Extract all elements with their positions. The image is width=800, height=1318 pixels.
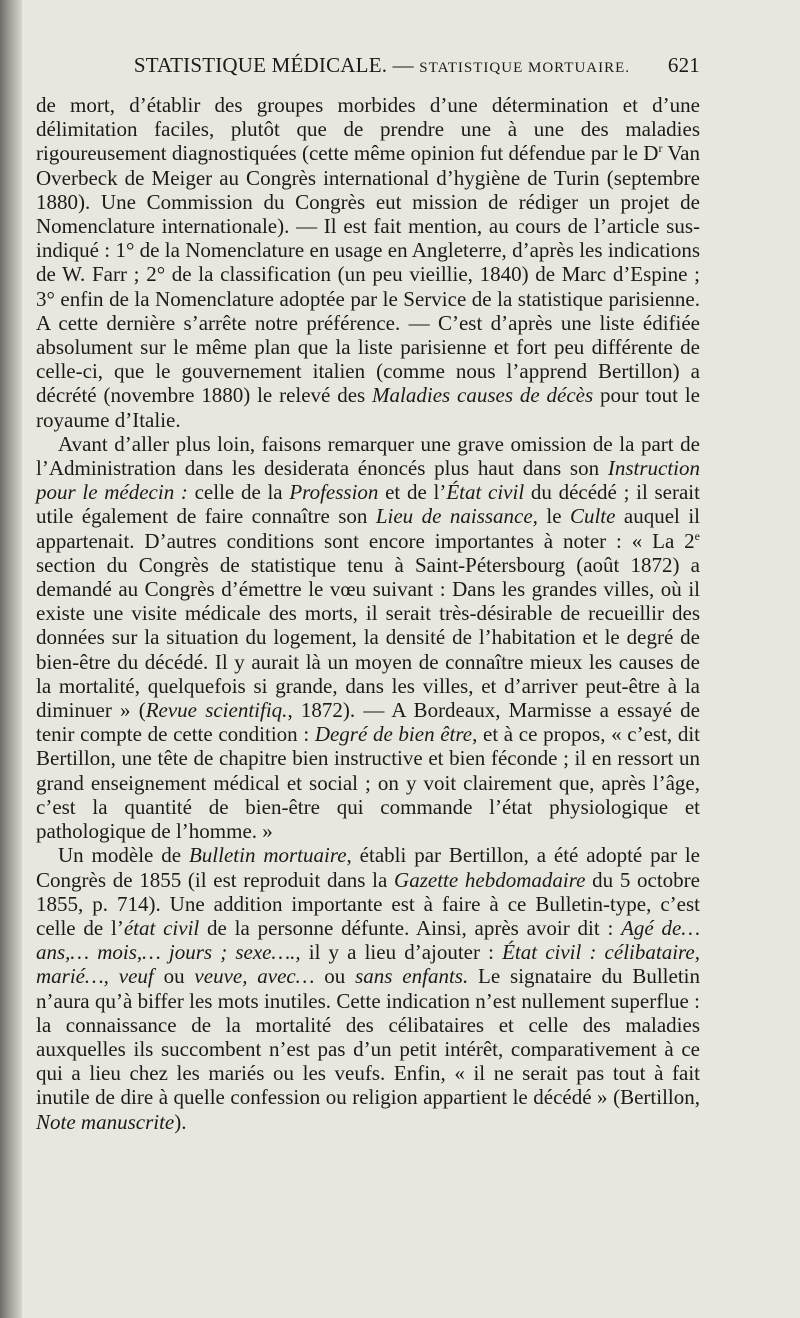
- text-run: ou: [314, 964, 356, 989]
- text-run: et à ce propos, « c’est, dit Bertillon, une tête de chapitre bien instructive et bien féconde ; il en ressort un grand enseignement médical et social ; on y voit clairement que, après l’âge, c’est la quantité de bien-être qui commande l’état physiologique et pathologique de l’homme. »: [36, 722, 700, 844]
- text-run: Un modèle de: [58, 843, 189, 868]
- text-run: Le signataire du Bulletin n’aura qu’à biffer les mots inutiles. Cette indication n’est nullement superflue : la connaissance de la mortalité des célibataires et celle des maladies auxquelles ils succombent n’est pas d’un petit intérêt, comparativement à ce qui a lieu chez les mariés ou les veufs. Enfin, « il ne serait pas tout à fait inutile de dire à quelle confession ou religion appartient le décédé » (Bertillon,: [36, 964, 701, 1110]
- running-title: [36, 48, 668, 85]
- superscript-text: r: [658, 141, 663, 156]
- text-run: , établi par Bertillon, a été adopté par le Congrès de 1855 (il est reproduit dans la: [36, 843, 700, 892]
- text-run: Van Overbeck de Meiger au Congrès international d’hygiène de Turin (septembre 1880). Une Commission du Congrès eut mission de rédiger un projet de Nomenclature internationale). — Il est fait mention, au cours de l’article sus-indiqué : 1° de la Nomenclature en usage en Angleterre, d’après les indications de W. Farr ; 2° de la classification (un peu vieillie, 1840) de Marc d’Espine ; 3° enfin de la Nomenclature adoptée par le Service de la statistique parisienne. A cette dernière s’arrête notre préférence. — C’est d’après une liste édifiée absolument sur le même plan que la liste parisienne et fort peu différente de celle-ci, que le gouvernement italien (comme nous l’apprend Bertillon) a décrété (novembre 1880) le relevé des: [36, 141, 700, 408]
- running-header: [36, 48, 700, 85]
- header-subtitle: STATISTIQUE MORTUAIRE.: [419, 60, 631, 76]
- book-gutter-shadow: [0, 0, 22, 1318]
- italic-text: état civil: [123, 915, 200, 940]
- italic-text: État civil : célibataire, marié…, veuf: [36, 940, 701, 989]
- paragraph: [36, 93, 700, 432]
- body-text: [36, 93, 700, 1134]
- italic-text: Bulletin mortuaire: [188, 843, 347, 868]
- paragraph: [36, 843, 700, 1133]
- italic-text: Maladies causes de décès: [372, 383, 594, 408]
- text-run: section du Congrès de statistique tenu à Saint-Pétersbourg (août 1872) a demandé au Congrès d’émettre le vœu suivant : Dans les grandes villes, où il existe une visite médicale des morts, il serait très-désirable de recueillir des données sur la situation du logement, la densité de l’habitation et le degré de bien-être du décédé. Il y aurait là un moyen de connaître mieux les causes de la mortalité, quelquefois si grande, dans les villes, et d’arriver peut-être à la diminuer » (: [36, 552, 700, 723]
- text-run: celle de la: [187, 480, 290, 505]
- text-run: du 5 octobre 1855, p. 714). Une addition importante est à faire à ce Bulletin-type, c’est celle de l’: [36, 867, 700, 940]
- italic-text: Revue scientifiq.: [145, 698, 288, 723]
- text-run: , 1872). — A Bordeaux, Marmisse a essayé de tenir compte de cette condition :: [36, 698, 700, 747]
- text-run: Avant d’aller plus loin, faisons remarquer une grave omission de la part de l’Administration dans les desiderata énoncés plus haut dans son: [36, 431, 700, 481]
- italic-text: Note manuscrite: [36, 1109, 175, 1134]
- book-page: [36, 48, 700, 1134]
- text-run: ).: [174, 1109, 187, 1134]
- italic-text: Gazette hebdomadaire: [394, 867, 586, 892]
- italic-text: Profession: [289, 480, 379, 505]
- italic-text: Culte: [569, 504, 616, 529]
- text-run: le: [537, 504, 570, 529]
- page-number: 621: [667, 53, 700, 77]
- text-run: de mort, d’établir des groupes morbides d’une détermination et d’une délimitation faciles, plutôt que de prendre une à une des maladies rigoureusement diagnostiquées (cette même opinion fut défendue par le D: [36, 93, 700, 166]
- text-run: de la personne défunte. Ainsi, après avoir dit :: [199, 915, 622, 940]
- italic-text: Instruction pour le médecin :: [36, 456, 700, 505]
- text-run: et de l’: [378, 480, 447, 505]
- italic-text: veuve, avec…: [194, 964, 315, 989]
- italic-text: Lieu de naissance,: [375, 504, 538, 529]
- text-run: ou: [153, 964, 195, 989]
- text-run: du décédé ; il serait utile également de faire connaître son: [36, 480, 700, 529]
- italic-text: État civil: [446, 480, 525, 505]
- text-run: il y a lieu d’ajouter :: [300, 940, 503, 965]
- italic-text: Degré de bien être,: [314, 722, 478, 747]
- italic-text: Agé de… ans,… mois,… jours ; sexe….,: [36, 915, 701, 965]
- superscript-text: e: [694, 528, 700, 543]
- italic-text: sans enfants.: [355, 964, 469, 989]
- header-title: STATISTIQUE MÉDICALE.: [133, 53, 388, 77]
- header-dash: —: [392, 53, 414, 77]
- text-run: pour tout le royaume d’Italie.: [36, 383, 700, 432]
- paragraph: [36, 432, 700, 843]
- text-run: auquel il appartenait. D’autres conditions sont encore importantes à noter : « La 2: [36, 504, 700, 553]
